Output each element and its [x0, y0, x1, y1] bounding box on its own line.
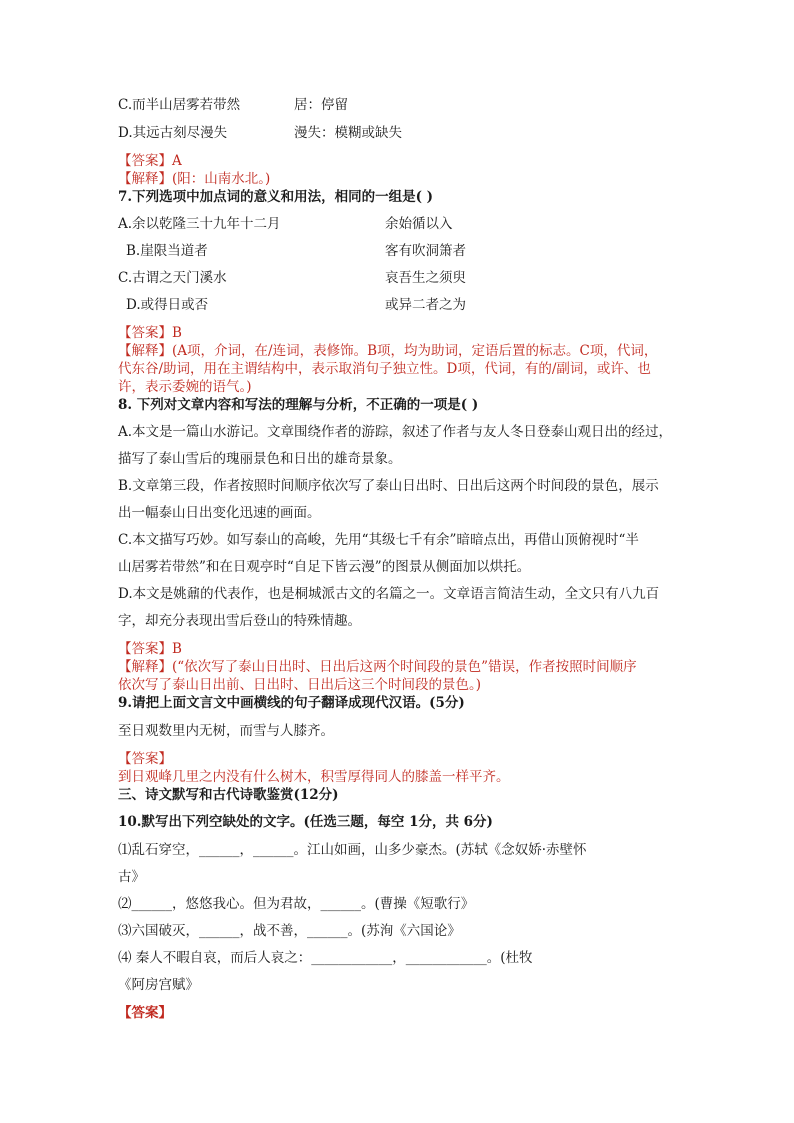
q6-option-c: C.而半山居雾若带然 [118, 97, 241, 113]
q7-option-a-pair: 余始循以入 [385, 216, 453, 232]
q8-option-b-line-2: 出一幅泰山日出变化迅速的画面。 [118, 505, 321, 521]
q8-option-c-line-1: C.本文描写巧妙。如写泰山的高峻，先用“其级七千有余”暗暗点出，再借山顶俯视时“半 [118, 532, 639, 548]
q10-item-4-line-1: ⑷ 秦人不暇自哀，而后人哀之：____________，____________。(杜牧 [118, 950, 533, 966]
q7-option-d: D.或得日或否 [126, 297, 209, 313]
q6-explanation: 【解释】(阳：山南水北。) [118, 171, 271, 187]
section-3-heading: 三、诗文默写和古代诗歌鉴赏(12分) [118, 787, 339, 803]
q7-option-b: B.崖限当道者 [126, 243, 208, 259]
q6-answer: 【答案】A [118, 153, 182, 169]
q8-option-b-line-1: B.文章第三段，作者按照时间顺序依次写了泰山日出时、日出后这两个时间段的景色，展示 [118, 478, 659, 494]
q8-option-d-line-1: D.本文是姚鼐的代表作，也是桐城派古文的名篇之一。文章语言简洁生动，全文只有八九百 [118, 586, 660, 602]
q6-option-d: D.其远古刻尽漫失 [118, 125, 228, 141]
q9-translation: 到日观峰几里之内没有什么树木，积雪厚得同人的膝盖一样平齐。 [118, 769, 510, 785]
q7-option-b-pair: 客有吹洞箫者 [385, 243, 466, 259]
q6-option-d-gloss: 漫失：模糊或缺失 [294, 125, 402, 141]
q8-option-d-line-2: 字，却充分表现出雪后登山的特殊情趣。 [118, 613, 361, 629]
q7-option-c-pair: 哀吾生之须臾 [385, 270, 466, 286]
q8-title: 8. 下列对文章内容和写法的理解与分析，不正确的一项是( ) [118, 397, 479, 413]
q10-item-4-line-2: 《阿房宫赋》 [118, 977, 199, 993]
q7-option-c: C.古谓之天门溪水 [118, 270, 227, 286]
q10-item-3: ⑶六国破灭，______，战不善，______。(苏洵《六国论》 [118, 923, 461, 939]
q8-answer: 【答案】B [118, 641, 182, 657]
q8-option-a-line-2: 描写了泰山雪后的瑰丽景色和日出的雄奇景象。 [118, 451, 402, 467]
q7-answer: 【答案】B [118, 325, 182, 341]
q10-answer-label: 【答案】 [118, 1005, 172, 1021]
q8-option-c-line-2: 山居雾若带然”和在日观亭时“自足下皆云漫”的图景从侧面加以烘托。 [118, 559, 531, 575]
q10-title: 10.默写出下列空缺处的文字。(任选三题，每空 1分，共 6分) [118, 814, 493, 830]
q7-title: 7.下列选项中加点词的意义和用法，相同的一组是( ) [118, 189, 434, 205]
q7-explanation-line-3: 许，表示委婉的语气。) [118, 379, 252, 395]
q9-title: 9.请把上面文言文中画横线的句子翻译成现代汉语。(5分) [118, 695, 465, 711]
q7-explanation-line-1: 【解释】(A项，介词，在/连词，表修饰。B项，均为助词，定语后置的标志。C项，代词， [118, 343, 658, 359]
q10-item-1-line-1: ⑴乱石穿空，______，______。江山如画，山多少豪杰。(苏轼《念奴娇·赤壁怀 [118, 842, 587, 858]
q8-explanation-line-2: 依次写了泰山日出前、日出时、日出后这三个时间段的景色。) [118, 677, 482, 693]
q8-explanation-line-1: 【解释】(“依次写了泰山日出时、日出后这两个时间段的景色”错误，作者按照时间顺序 [118, 659, 637, 675]
q10-item-2: ⑵______，悠悠我心。但为君故，______。(曹操《短歌行》 [118, 896, 475, 912]
q9-answer-label: 【答案】 [118, 751, 172, 767]
q9-sentence: 至日观数里内无树，而雪与人膝齐。 [118, 723, 334, 739]
q6-option-c-gloss: 居：停留 [294, 97, 348, 113]
q10-item-1-line-2: 古》 [118, 869, 145, 885]
q8-option-a-line-1: A.本文是一篇山水游记。文章围绕作者的游踪，叙述了作者与友人冬日登泰山观日出的经过， [118, 424, 673, 440]
q7-option-d-pair: 或异二者之为 [385, 297, 466, 313]
q7-explanation-line-2: 代东谷/助词，用在主谓结构中，表示取消句子独立性。D项，代词，有的/副词，或许、也 [118, 361, 651, 377]
q7-option-a: A.余以乾隆三十九年十二月 [118, 216, 281, 232]
